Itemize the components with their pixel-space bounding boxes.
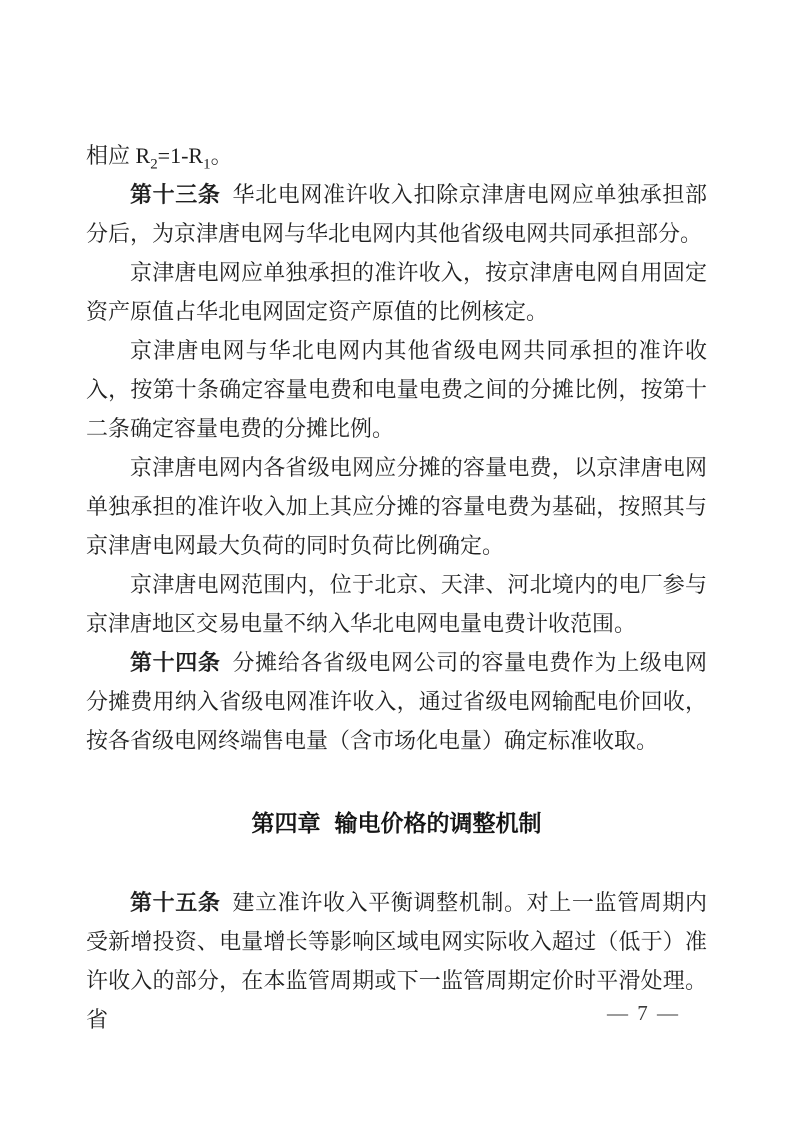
formula-segment: 相应 R bbox=[86, 143, 151, 168]
article-13-label: 第十三条 bbox=[130, 182, 221, 207]
paragraph-text: 京津唐电网与华北电网内其他省级电网共同承担的准许收入，按第十条确定容量电费和电量电费之间的分摊比例，按第十二条确定容量电费的分摊比例。 bbox=[86, 338, 707, 441]
paragraph-article-14 bbox=[86, 643, 707, 760]
chapter-number: 第四章 bbox=[251, 810, 321, 836]
paragraph-text: 京津唐电网内各省级电网应分摊的容量电费，以京津唐电网单独承担的准许收入加上其应分摊的容量电费为基础，按照其与京津唐电网最大负荷的同时负荷比例确定。 bbox=[86, 455, 707, 558]
paragraph-text: 华北电网准许收入扣除京津唐电网应单独承担部分后，为京津唐电网与华北电网内其他省级电网共同承担部分。 bbox=[86, 182, 707, 246]
paragraph-jjt-shared-revenue bbox=[86, 331, 707, 448]
formula-segment: 。 bbox=[210, 143, 233, 168]
document-text-block bbox=[86, 136, 707, 1039]
paragraph-text: 建立准许收入平衡调整机制。对上一监管周期内受新增投资、电量增长等影响区域电网实际收入超过（低于）准许收入的部分，在本监管周期或下一监管周期定价时平滑处理。省 bbox=[86, 890, 707, 1032]
formula-subscript: 2 bbox=[150, 156, 158, 173]
chapter-title: 输电价格的调整机制 bbox=[334, 810, 542, 836]
paragraph-jjt-scope bbox=[86, 565, 707, 643]
paragraph-text: 京津唐电网应单独承担的准许收入，按京津唐电网自用固定资产原值占华北电网固定资产原值的比例核定。 bbox=[86, 260, 707, 324]
continuation-line bbox=[86, 136, 707, 175]
page-number: — 7 — bbox=[607, 1001, 680, 1025]
chapter-heading bbox=[86, 804, 707, 843]
paragraph-jjt-capacity-fee bbox=[86, 448, 707, 565]
article-14-label: 第十四条 bbox=[130, 650, 221, 675]
paragraph-text: 京津唐电网范围内，位于北京、天津、河北境内的电厂参与京津唐地区交易电量不纳入华北电网电量电费计收范围。 bbox=[86, 572, 707, 636]
paragraph-jjt-separate-revenue bbox=[86, 253, 707, 331]
article-15-label: 第十五条 bbox=[130, 890, 221, 915]
formula-subscript: 1 bbox=[203, 156, 211, 173]
paragraph-article-13 bbox=[86, 175, 707, 253]
formula-segment: =1-R bbox=[157, 143, 204, 168]
paragraph-text: 分摊给各省级电网公司的容量电费作为上级电网分摊费用纳入省级电网准许收入，通过省级电网输配电价回收，按各省级电网终端售电量（含市场化电量）确定标准收取。 bbox=[86, 650, 707, 753]
